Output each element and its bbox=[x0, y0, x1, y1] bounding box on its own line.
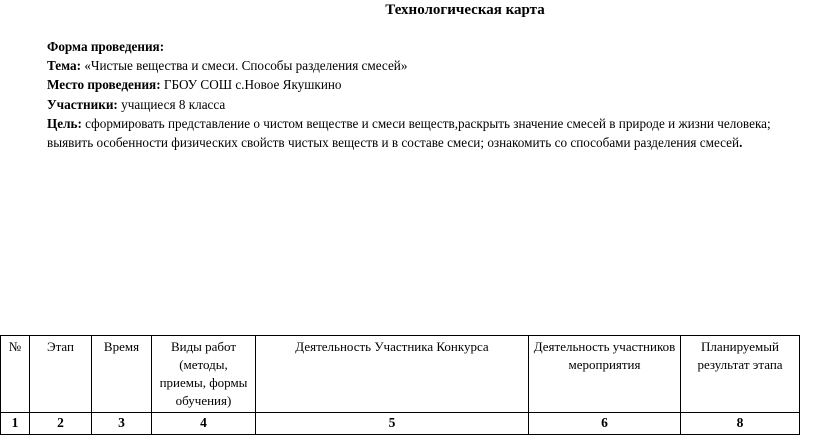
header-cell-participants-activity: Деятельность участников мероприятия bbox=[529, 336, 681, 413]
header-cell-contestant-activity: Деятельность Участника Конкурса bbox=[256, 336, 529, 413]
place-line bbox=[47, 75, 816, 94]
table-number-row bbox=[1, 413, 800, 435]
place-label: Место проведения: bbox=[47, 77, 161, 93]
header-cell-number: № bbox=[1, 336, 30, 413]
plan-table bbox=[0, 335, 800, 435]
number-cell: 2 bbox=[30, 413, 92, 435]
participants-line bbox=[47, 95, 816, 114]
number-cell: 1 bbox=[1, 413, 30, 435]
form-line bbox=[47, 37, 816, 56]
header-cell-work-types: Виды работ (методы, приемы, формы обучения) bbox=[152, 336, 256, 413]
topic-line bbox=[47, 56, 816, 75]
participants-value: учащиеся 8 класса bbox=[121, 96, 226, 112]
goal-label: Цель: bbox=[47, 115, 82, 131]
number-cell: 6 bbox=[529, 413, 681, 435]
topic-label: Тема: bbox=[47, 58, 82, 74]
number-cell: 5 bbox=[256, 413, 529, 435]
document-title: Технологическая карта bbox=[385, 2, 545, 18]
document-info bbox=[47, 37, 816, 152]
header-cell-stage: Этап bbox=[30, 336, 92, 413]
number-cell: 4 bbox=[152, 413, 256, 435]
topic-value: «Чистые вещества и смеси. Способы разделения смесей» bbox=[84, 58, 408, 74]
header-cell-planned-result: Планируемый результат этапа bbox=[681, 336, 800, 413]
number-cell: 8 bbox=[681, 413, 800, 435]
place-value: ГБОУ СОШ с.Новое Якушкино bbox=[163, 77, 342, 93]
goal-paragraph bbox=[47, 114, 816, 152]
goal-value: сформировать представление о чистом веществе и смеси веществ,раскрыть значение смесей в природе и жизни человека; выявить особенности физических свойств чистых веществ и в составе смеси; ознакомить со способами разделения смесей bbox=[47, 115, 771, 151]
goal-end: . bbox=[739, 135, 743, 151]
table-header-row bbox=[1, 336, 800, 413]
form-label: Форма проведения: bbox=[47, 39, 165, 54]
number-cell: 3 bbox=[92, 413, 152, 435]
header-cell-time: Время bbox=[92, 336, 152, 413]
participants-label: Участники: bbox=[47, 96, 118, 112]
